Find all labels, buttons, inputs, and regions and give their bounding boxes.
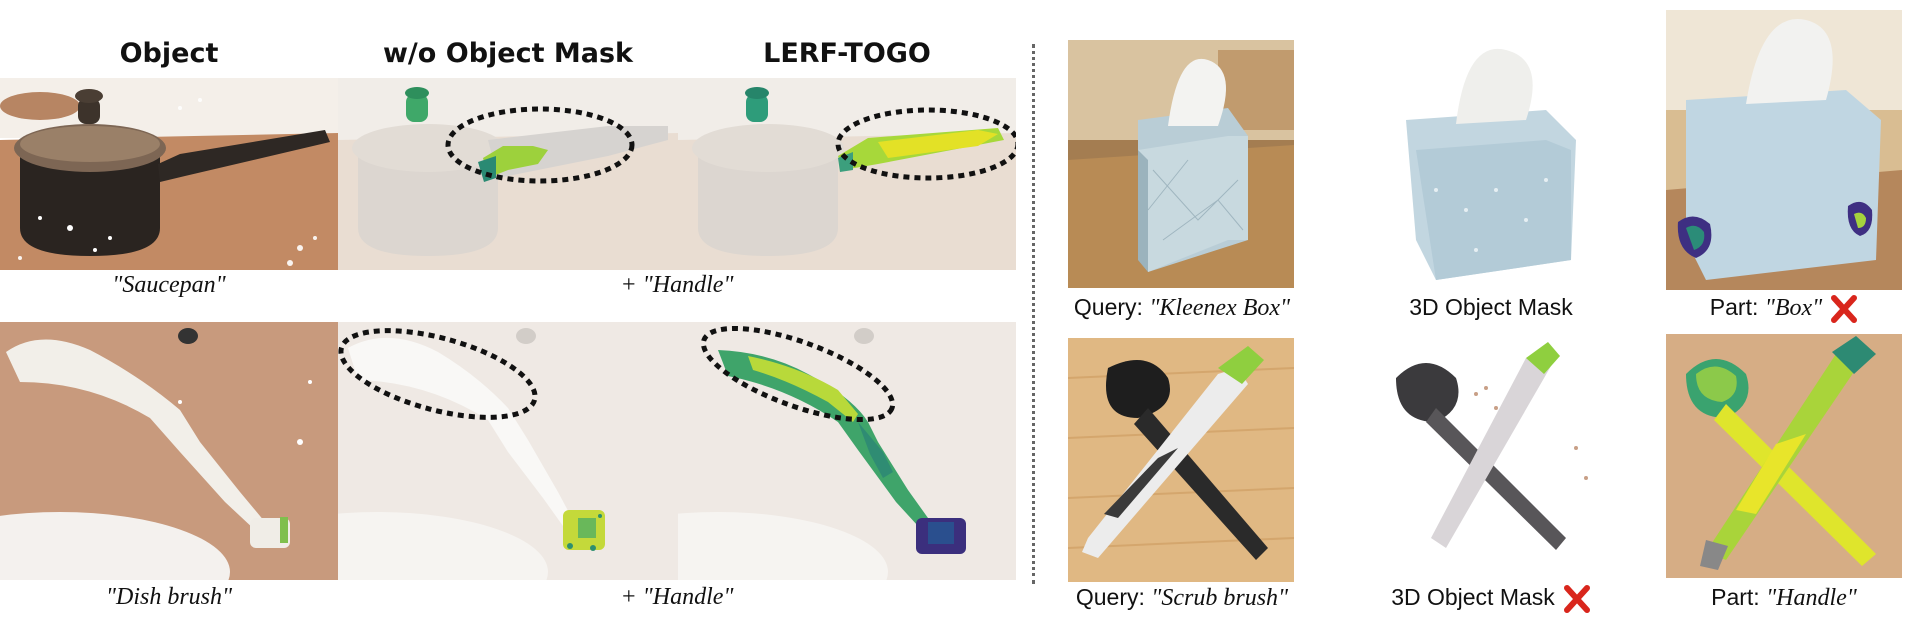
query-value: "Scrub brush"	[1151, 585, 1289, 611]
saucepan-lerf-togo-heatmap	[678, 78, 1016, 270]
header-lerf-togo: LERF-TOGO	[763, 38, 931, 69]
dish-brush-lerf-togo-heatmap	[678, 322, 1016, 580]
section-divider	[1032, 44, 1035, 584]
dish-brush-no-mask-heatmap	[338, 322, 678, 580]
query-label: Query:	[1075, 584, 1152, 610]
saucepan-no-mask-heatmap	[338, 78, 678, 270]
header-object: Object	[119, 38, 219, 69]
scrub-brush-part-handle-heatmap	[1666, 334, 1902, 578]
dish-brush-object-image	[0, 322, 338, 580]
scrub-brush-3d-mask	[1376, 338, 1606, 582]
part-value: "Handle"	[1766, 585, 1857, 611]
kleenex-part-caption	[1666, 294, 1902, 324]
dish-brush-caption: "Dish brush"	[105, 584, 233, 610]
scrub-brush-mask-caption	[1376, 584, 1606, 614]
scrub-brush-part-caption	[1666, 584, 1902, 612]
header-without-object-mask: w/o Object Mask	[382, 38, 634, 69]
mask-label: 3D Object Mask	[1391, 584, 1555, 611]
kleenex-part-box-heatmap	[1666, 10, 1902, 290]
saucepan-part-caption: + "Handle"	[620, 272, 734, 298]
scrub-brush-query-caption	[1060, 584, 1304, 612]
kleenex-box-photo	[1068, 40, 1294, 288]
saucepan-object-image	[0, 78, 338, 270]
part-label: Part:	[1711, 584, 1767, 610]
fail-x-icon	[1830, 294, 1858, 324]
saucepan-caption: "Saucepan"	[112, 272, 226, 298]
dish-brush-part-caption: + "Handle"	[620, 584, 734, 610]
kleenex-query-caption	[1060, 294, 1304, 322]
fail-x-icon	[1563, 584, 1591, 614]
kleenex-mask-caption: 3D Object Mask	[1409, 294, 1573, 320]
query-label: Query:	[1073, 294, 1150, 320]
part-label: Part:	[1709, 294, 1765, 321]
part-value: "Box"	[1764, 295, 1823, 322]
scrub-brush-photo	[1068, 338, 1294, 582]
query-value: "Kleenex Box"	[1149, 295, 1291, 321]
kleenex-3d-mask	[1376, 40, 1606, 288]
